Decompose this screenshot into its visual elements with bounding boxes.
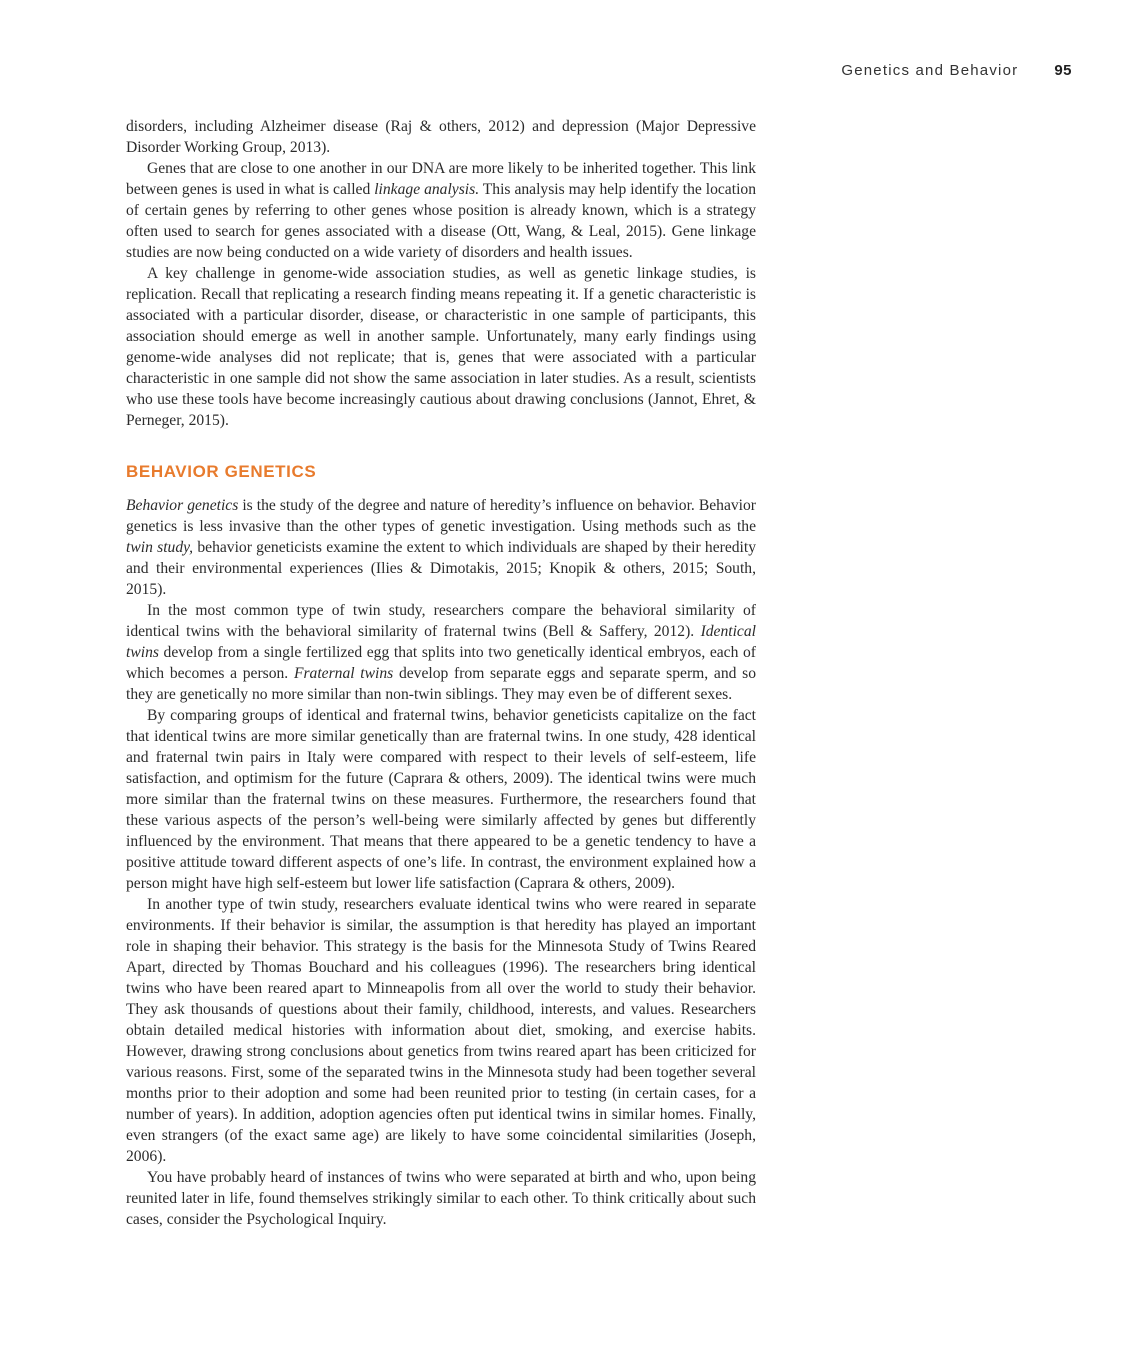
paragraph-twins-reared-apart: In another type of twin study, researchers evaluate identical twins who were reared in separate environments. If their behavior is similar, the assumption is that heredity has played an important role in shaping their behavior. This strategy is the basis for the Minnesota Study of Twins Reared Apart, directed by Thomas Bouchard and his colleagues (1996). The researchers bring identical twins who have been reared apart to Minneapolis from all over the world to study their behavior. They ask thousands of questions about their family, childhood, interests, and values. Researchers obtain detailed medical histories with information about diet, smoking, and exercise habits. However, drawing strong conclusions about genetics from twins reared apart has been criticized for various reasons. First, some of the separated twins in the Minnesota study had been together several months prior to their adoption and some had been reunited prior to testing (in certain cases, for a number of years). In addition, adoption agencies often put identical twins in similar homes. Finally, even strangers (of the exact same age) are likely to have some coincidental similarities (Joseph, 2006). bbox=[126, 896, 756, 1165]
paragraph-text: behavior geneticists examine the extent to which individuals are shaped by their heredity and their environmental experiences (Ilies & Dimotakis, 2015; Knopik & others, 2015; South, 2015). bbox=[126, 539, 757, 598]
key-term-behavior-genetics: Behavior genetics bbox=[126, 497, 239, 514]
page-number: 95 bbox=[1054, 62, 1072, 79]
paragraph-text: This analysis may help identify the location of certain genes by referring to other genes whose position is already known, which is a strategy often used to search for genes associated with a disease (Ott, Wang, & Leal, 2015). Gene linkage studies are now being conducted on a wide variety of disorders and health issues. bbox=[126, 181, 756, 261]
paragraph-continued: disorders, including Alzheimer disease (Raj & others, 2012) and depression (Major Depressive Disorder Working Group, 2013). bbox=[126, 118, 756, 156]
section-heading: BEHAVIOR GENETICS bbox=[126, 462, 317, 481]
key-term-twin-study: twin study, bbox=[126, 539, 194, 556]
chapter-title: Genetics and Behavior bbox=[841, 62, 1019, 79]
paragraph-text: is the study of the degree and nature of heredity’s influence on behavior. Behavior genetics is less invasive than the other types of genetic investigation. Using methods such as the bbox=[126, 497, 756, 535]
paragraph-psychological-inquiry: You have probably heard of instances of twins who were separated at birth and who, upon being reunited later in life, found themselves strikingly similar to each other. To think critically about such cases, consider the Psychological Inquiry. bbox=[126, 1169, 756, 1228]
body-text bbox=[126, 116, 756, 1230]
paragraph-text: develop from separate eggs and separate sperm, and so they are genetically no more similar than non-twin siblings. They may even be of different sexes. bbox=[126, 665, 757, 703]
paragraph-replication: A key challenge in genome-wide association studies, as well as genetic linkage studies, is replication. Recall that replicating a research finding means repeating it. If a genetic characteristic is associated with a particular disorder, disease, or characteristic in one sample of participants, this association should emerge as well in another sample. Unfortunately, many early findings using genome-wide analyses did not replicate; that is, genes that were associated with a particular characteristic in one sample did not show the same association in later studies. As a result, scientists who use these tools have become increasingly cautious about drawing conclusions (Jannot, Ehret, & Perneger, 2015). bbox=[126, 265, 756, 429]
paragraph-twin-types bbox=[126, 600, 756, 705]
paragraph-text: develop from a single fertilized egg that splits into two genetically identical embryos, each of which becomes a person. bbox=[126, 644, 756, 682]
paragraph-text: In the most common type of twin study, researchers compare the behavioral similarity of identical twins with the behavioral similarity of fraternal twins (Bell & Saffery, 2012). bbox=[126, 602, 756, 640]
paragraph-italy-study: By comparing groups of identical and fraternal twins, behavior geneticists capitalize on the fact that identical twins are more similar genetically than are fraternal twins. In one study, 428 identical and fraternal twin pairs in Italy were compared with respect to their levels of self-esteem, life satisfaction, and optimism for the future (Caprara & others, 2009). The identical twins were much more similar than the fraternal twins on these measures. Furthermore, the researchers found that these various aspects of the person’s well-being were similarly affected by genes but differently influenced by the environment. That means that there appeared to be a genetic tendency to have a positive attitude toward different aspects of one’s life. In contrast, the environment explained how a person might have high self-esteem but lower life satisfaction (Caprara & others, 2009). bbox=[126, 707, 756, 892]
paragraph-text: Genes that are close to one another in our DNA are more likely to be inherited together. This link between genes is used in what is called bbox=[126, 160, 756, 198]
running-head bbox=[841, 62, 1072, 79]
key-term-fraternal-twins: Fraternal twins bbox=[293, 665, 394, 682]
paragraph-linkage-analysis bbox=[126, 158, 756, 263]
key-term-identical-twins: Identical twins bbox=[126, 623, 756, 661]
paragraph-behavior-genetics-definition bbox=[126, 495, 756, 600]
key-term-linkage-analysis: linkage analysis. bbox=[374, 181, 480, 198]
